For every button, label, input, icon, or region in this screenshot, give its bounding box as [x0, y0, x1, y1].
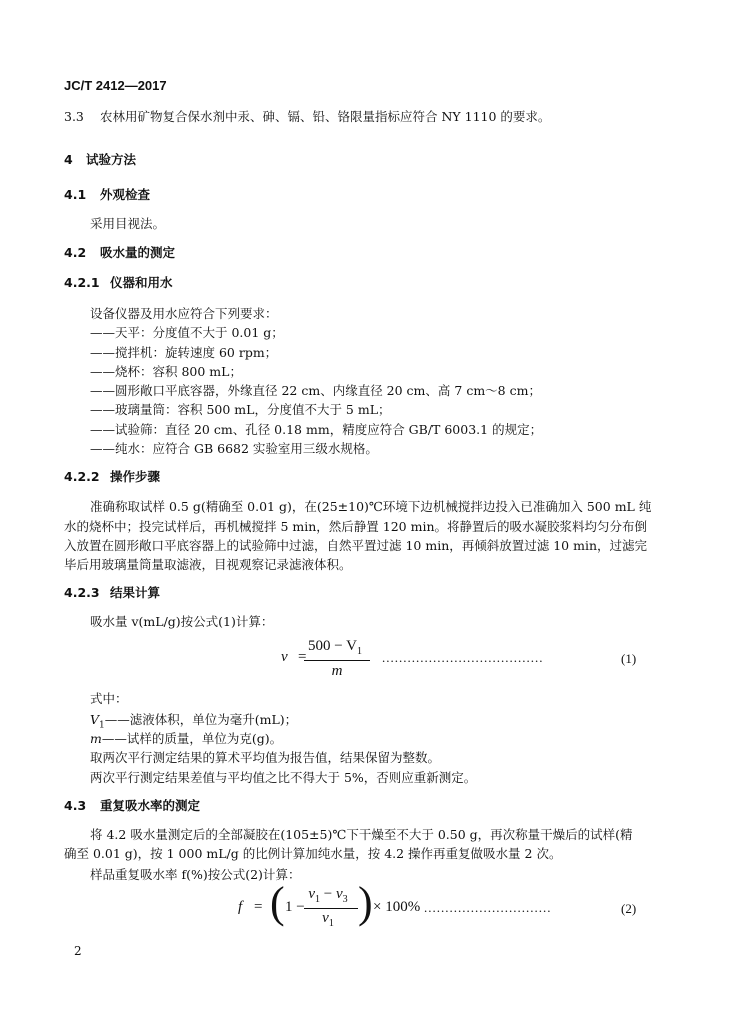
formula-1-lhs: v [281, 649, 288, 665]
section-number: 4.1 [64, 187, 87, 202]
section-4-3-heading [64, 796, 200, 814]
section-number: 4.3 [64, 798, 87, 813]
section-number: 4 [64, 152, 73, 167]
formula-2-one-minus: 1 − [285, 899, 305, 915]
repeat-procedure-line: 将 4.2 吸水量测定后的全部凝胶在(105±5)℃下干燥至不大于 0.50 g，再次称量干燥后的试样(精 [90, 827, 633, 842]
section-4-2-1-heading [64, 273, 173, 291]
where-label: 式中： [90, 691, 128, 706]
clause-text: 农林用矿物复合保水剂中汞、砷、镉、铅、铬限量指标应符合 NY 1110 的要求。 [100, 109, 551, 124]
formula-2-lhs: f [238, 899, 243, 915]
formula-1-intro: 吸水量 v(mL/g)按公式(1)计算： [90, 614, 274, 629]
section-title: 吸水量的测定 [100, 245, 176, 260]
equipment-item: ——纯水：应符合 GB 6682 实验室用三级水规格。 [90, 441, 378, 456]
section-4-1-heading [64, 185, 150, 203]
section-title: 操作步骤 [110, 469, 161, 484]
equipment-item: ——试验筛：直径 20 cm、孔径 0.18 mm，精度应符合 GB/T 6003.1 的规定； [90, 422, 543, 437]
result-note: 取两次平行测定结果的算术平均值为报告值，结果保留为整数。 [90, 750, 441, 765]
section-number: 4.2.2 [64, 469, 100, 484]
equipment-item: ——玻璃量筒：容积 500 mL，分度值不大于 5 mL； [90, 402, 391, 417]
formula-2-multiplier: × 100% [373, 899, 421, 915]
standard-number: JC/T 2412—2017 [64, 78, 167, 93]
section-title: 重复吸水率的测定 [100, 798, 201, 813]
section-title: 外观检查 [100, 187, 151, 202]
formula-1-numerator: $500 - V_1$ [307, 638, 363, 657]
section-title: 试验方法 [86, 152, 137, 167]
equipment-item: ——天平：分度值不大于 0.01 g； [90, 325, 284, 340]
section-number: 4.2 [64, 245, 87, 260]
formula-1-equals: = [298, 649, 307, 665]
formula-2-fraction-bar [304, 908, 358, 909]
formula-2-intro: 样品重复吸水率 f(%)按公式(2)计算： [90, 867, 301, 882]
procedure-line: 毕后用玻璃量筒量取滤液，目视观察记录滤液体积。 [64, 557, 352, 572]
repeat-procedure-line: 确至 0.01 g)，按 1 000 mL/g 的比例计算加纯水量，按 4.2 操作再重复做吸水量 2 次。 [64, 846, 562, 861]
page-number: 2 [74, 944, 82, 958]
formula-2-label: (2) [621, 901, 637, 916]
formula-2-denominator: $v_1$ [322, 910, 334, 929]
equipment-intro: 设备仪器及用水应符合下列要求： [90, 306, 278, 321]
section-4-heading [64, 150, 136, 168]
variable-definition: m——试样的质量，单位为克(g)。 [90, 731, 283, 746]
formula-2-right-paren: ) [358, 878, 373, 927]
formula-2-left-paren: ( [270, 878, 285, 927]
formula-1-fraction-bar [304, 660, 370, 661]
variable-definition: $V_1——$滤液体积，单位为毫升(mL)； [90, 712, 298, 731]
section-title: 结果计算 [110, 585, 161, 600]
procedure-line: 水的烧杯中；投完试样后，再机械搅拌 5 min，然后静置 120 min。将静置后的吸水凝胶浆料均匀分布倒 [64, 519, 648, 534]
formula-2-leader-dots: .............................. [424, 900, 552, 915]
formula-1-label: (1) [621, 651, 637, 666]
formula-1-leader-dots: ...................................... [382, 650, 544, 665]
procedure-line: 入放置在圆形敞口平底容器上的试验筛中过滤，自然平置过滤 10 min，再倾斜放置过滤 10 min，过滤完 [64, 538, 648, 553]
section-4-2-2-heading [64, 467, 160, 485]
formula-2-numerator: $v_1 - v_3$ [308, 886, 348, 905]
clause-3-3 [64, 107, 550, 127]
clause-number: 3.3 [64, 109, 84, 124]
section-4-1-text: 采用目视法。 [90, 216, 166, 231]
equipment-item: ——圆形敞口平底容器，外缘直径 22 cm、内缘直径 20 cm、高 7 cm～8 cm； [90, 383, 541, 398]
section-number: 4.2.1 [64, 275, 100, 290]
formula-2-equals: = [254, 899, 263, 915]
section-4-2-3-heading [64, 583, 160, 601]
equipment-item: ——烧杯：容积 800 mL； [90, 364, 242, 379]
procedure-line: 准确称取试样 0.5 g(精确至 0.01 g)，在(25±10)℃环境下边机械搅拌边投入已准确加入 500 mL 纯 [90, 499, 652, 514]
equipment-item: ——搅拌机：旋转速度 60 rpm； [90, 345, 278, 360]
formula-1-denominator: m [331, 663, 343, 679]
result-note: 两次平行测定结果差值与平均值之比不得大于 5%，否则应重新测定。 [90, 770, 477, 785]
section-title: 仪器和用水 [110, 275, 173, 290]
section-number: 4.2.3 [64, 585, 100, 600]
section-4-2-heading [64, 243, 175, 261]
